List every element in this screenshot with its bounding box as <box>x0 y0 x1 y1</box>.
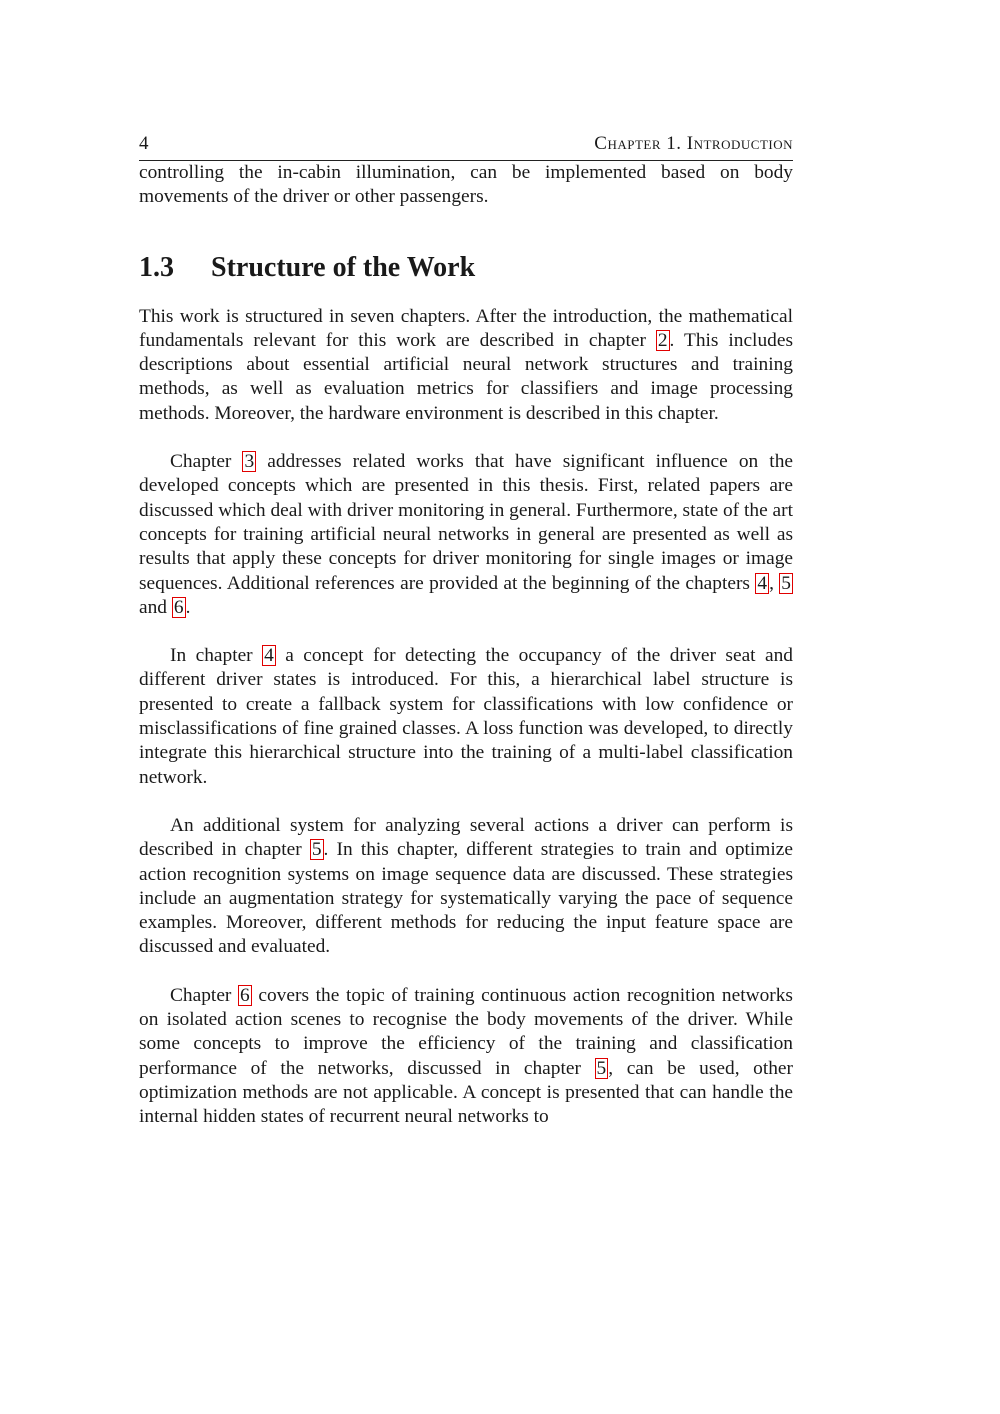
section-number: 1.3 <box>139 251 174 283</box>
chapter-ref-link[interactable]: 5 <box>781 572 791 594</box>
chapter-header-title: Chapter 1. Introduction <box>594 133 793 154</box>
text-run: a concept for detecting the occupancy of the driver seat and different driver states is introduced. For this, a hierarchical label structure is presented to create a fallback system for classifications with low confidence or misclassifications of fine grained classes. A loss function was developed, to directly integrate this hierarchical structure into the training of a multi-label classification network. <box>139 645 793 788</box>
text-run: addresses related works that have significant influence on the developed concepts which are presented in this thesis. First, related papers are discussed which deal with driver monitoring in general. Furthermore, state of the art concepts for training artificial neural networks in general are presented as well as results that apply these concepts for driver monitoring for single images or image sequences. Additional references are provided at the beginning of the chapters <box>139 451 793 594</box>
text-run: , <box>769 572 780 594</box>
chapter-ref-link[interactable]: 5 <box>311 839 322 861</box>
text-run: . This includes descriptions about essential artificial neural network structures and training methods, as well as evaluation metrics for classifiers and image processing methods. Moreover, the hardware environment is described in this chapter. <box>139 329 793 424</box>
paragraph-chapter-3 <box>139 450 793 620</box>
chapter-ref-link[interactable]: 3 <box>244 451 255 473</box>
paragraph-chapter-6 <box>139 984 793 1130</box>
text-run: covers the topic of training continuous action recognition networks on isolated action scenes to recognise the body movements of the driver. While some concepts to improve the efficiency of the training and classification performance of the networks, discussed in chapter <box>139 984 793 1079</box>
paragraph-chapter-5 <box>139 814 793 960</box>
section-title: Structure of the Work <box>211 251 476 283</box>
text-run: . In this chapter, different strategies to train and optimize action recognition systems on image sequence data are discussed. These strategies include an augmentation strategy for systematically varying the pace of sequence examples. Moreover, different methods for reducing the input feature space are discussed and evaluated. <box>139 839 793 958</box>
text-run: An additional system for analyzing several actions a driver can perform is described in chapter <box>139 814 793 861</box>
text-run: Chapter <box>170 984 239 1006</box>
chapter-ref-link[interactable]: 6 <box>173 596 184 618</box>
chapter-ref-link[interactable]: 5 <box>596 1057 607 1079</box>
text-run: . <box>185 596 191 618</box>
text-run: In chapter <box>170 645 263 667</box>
chapter-ref-link[interactable]: 4 <box>264 645 274 667</box>
document-page <box>139 132 793 1130</box>
paragraph-intro-continuation: controlling the in-cabin illumination, can be implemented based on body movements of the driver or other passengers. <box>139 162 793 208</box>
text-run: Chapter <box>170 451 243 473</box>
text-run: and <box>139 596 172 618</box>
running-header <box>139 132 793 161</box>
text-run: This work is structured in seven chapters. After the introduction, the mathematical fundamentals relevant for this work are described in chapter <box>139 305 793 351</box>
page-number: 4 <box>139 133 149 154</box>
chapter-ref-link[interactable]: 6 <box>240 984 250 1006</box>
chapter-ref-link[interactable]: 4 <box>757 572 768 594</box>
section-heading <box>139 251 793 285</box>
chapter-ref-link[interactable]: 2 <box>657 329 668 351</box>
paragraph-chapter-4 <box>139 644 793 790</box>
paragraph-overview <box>139 305 793 426</box>
text-run: , can be used, other optimization methods are not applicable. A concept is presented that can handle the internal hidden states of recurrent neural networks to <box>139 1057 793 1128</box>
